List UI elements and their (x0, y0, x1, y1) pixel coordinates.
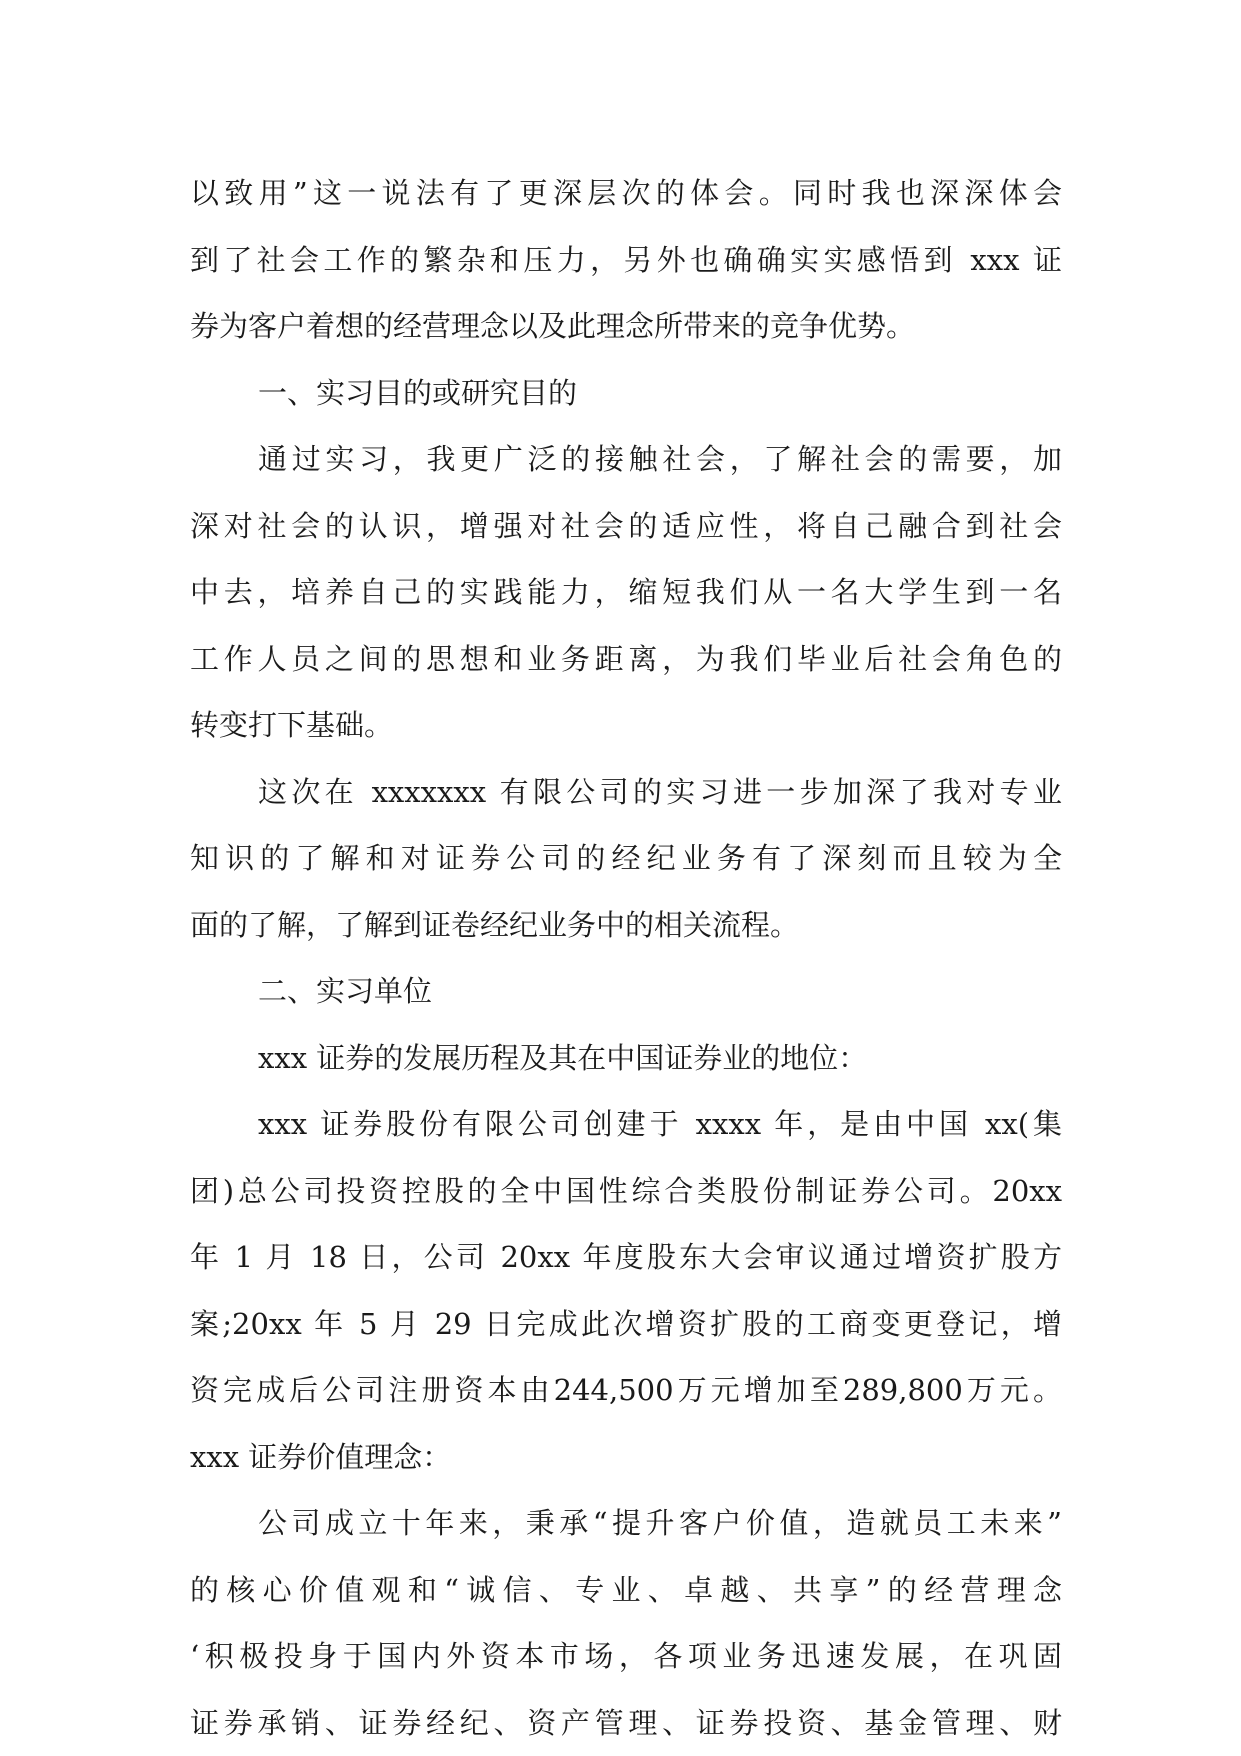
text-line: 券为客户着想的经营理念以及此理念所带来的竞争优势。 (190, 293, 1062, 360)
text-line: 工作人员之间的思想和业务距离，为我们毕业后社会角色的 (190, 626, 1062, 693)
body-text (190, 160, 1062, 1756)
text-line: 资完成后公司注册资本由244,500万元增加至289,800万元。 (190, 1357, 1062, 1424)
text-line: 一、实习目的或研究目的 (190, 360, 1062, 427)
text-line: 以致用”这一说法有了更深层次的体会。同时我也深深体会 (190, 160, 1062, 227)
text-line: 中去，培养自己的实践能力，缩短我们从一名大学生到一名 (190, 559, 1062, 626)
text-line: xxx 证券价值理念： (190, 1424, 1062, 1491)
text-line: 转变打下基础。 (190, 692, 1062, 759)
text-line: 面的了解，了解到证卷经纪业务中的相关流程。 (190, 892, 1062, 959)
text-line: 这次在 xxxxxxx 有限公司的实习进一步加深了我对专业 (190, 759, 1062, 826)
text-line: 案;20xx 年 5 月 29 日完成此次增资扩股的工商变更登记，增 (190, 1291, 1062, 1358)
text-line: 证券承销、证券经纪、资产管理、证券投资、基金管理、财 (190, 1690, 1062, 1756)
text-line: ‘积极投身于国内外资本市场，各项业务迅速发展，在巩固 (190, 1623, 1062, 1690)
text-line: 通过实习，我更广泛的接触社会，了解社会的需要，加 (190, 426, 1062, 493)
text-line: 的核心价值观和“诚信、专业、卓越、共享”的经营理念 (190, 1557, 1062, 1624)
text-line: 二、实习单位 (190, 958, 1062, 1025)
text-line: 知识的了解和对证券公司的经纪业务有了深刻而且较为全 (190, 825, 1062, 892)
text-line: xxx 证券的发展历程及其在中国证券业的地位： (190, 1025, 1062, 1092)
text-line: 到了社会工作的繁杂和压力，另外也确确实实感悟到 xxx 证 (190, 227, 1062, 294)
text-line: 团)总公司投资控股的全中国性综合类股份制证券公司。20xx (190, 1158, 1062, 1225)
text-line: 公司成立十年来，秉承“提升客户价值，造就员工未来” (190, 1490, 1062, 1557)
text-line: 深对社会的认识，增强对社会的适应性，将自己融合到社会 (190, 493, 1062, 560)
text-line: xxx 证券股份有限公司创建于 xxxx 年，是由中国 xx(集 (190, 1091, 1062, 1158)
text-line: 年 1 月 18 日，公司 20xx 年度股东大会审议通过增资扩股方 (190, 1224, 1062, 1291)
